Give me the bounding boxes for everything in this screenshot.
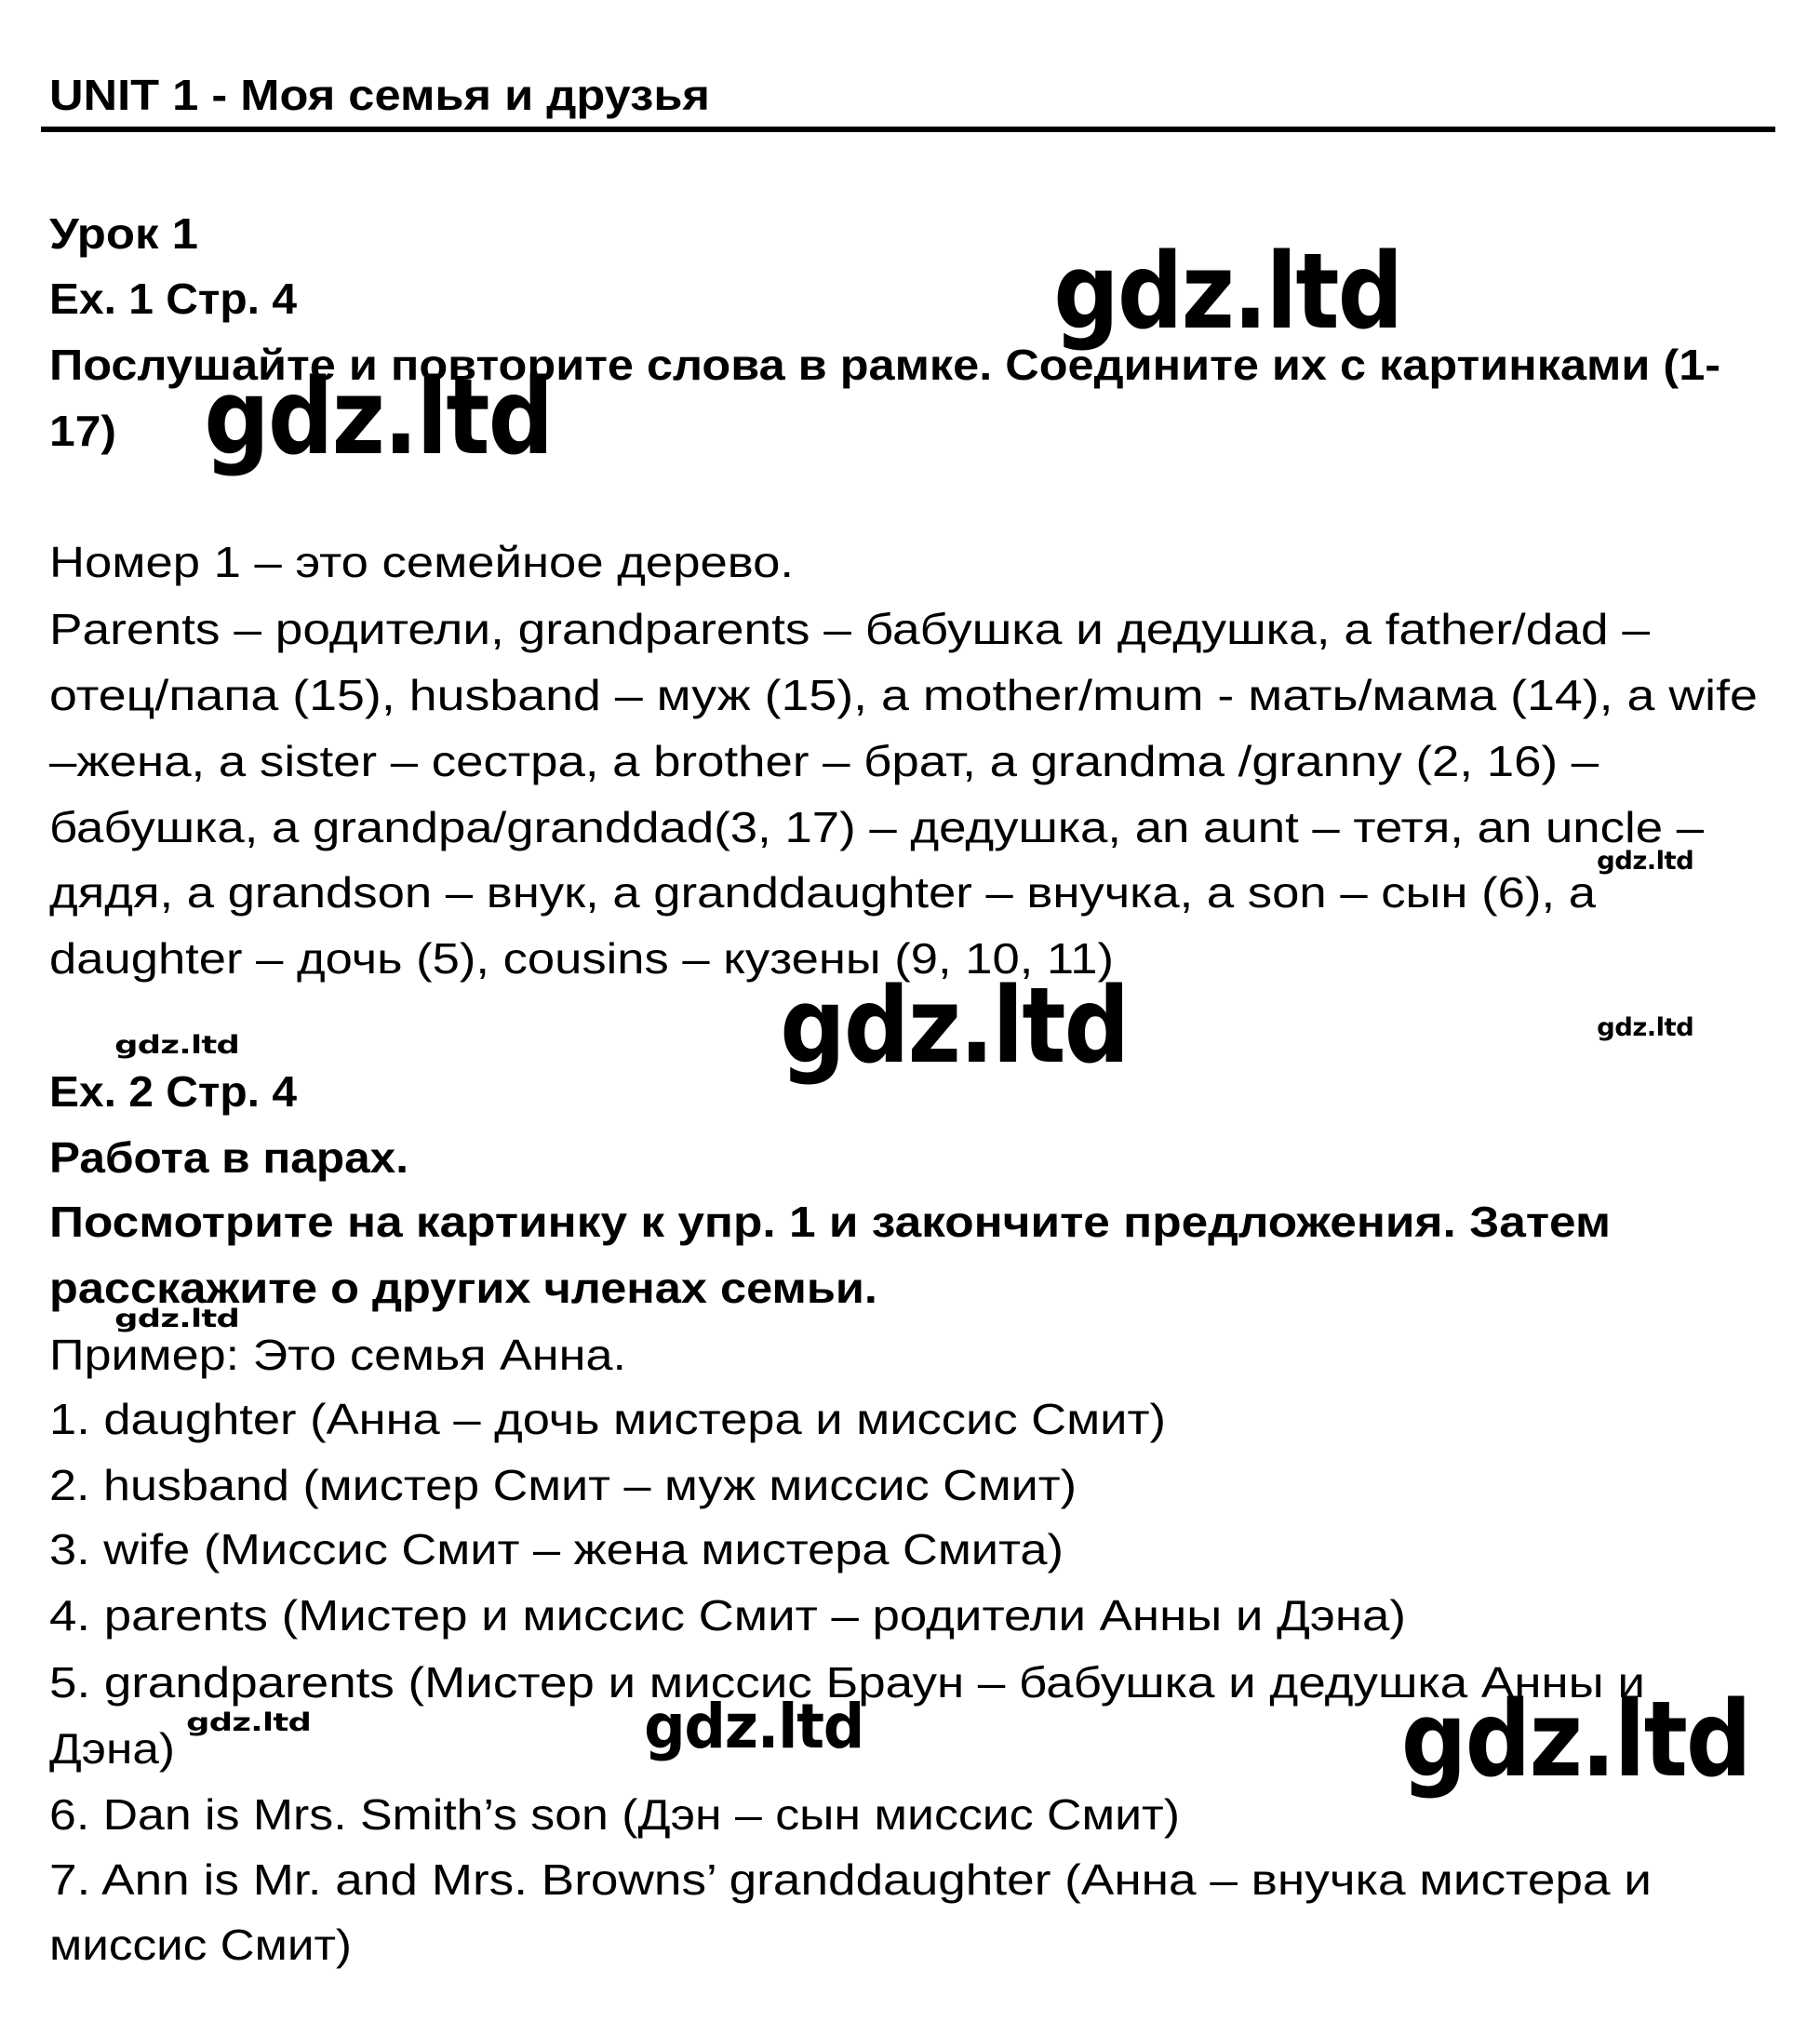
exercise-2-answer-line: Пример: Это семья Анна.	[49, 1331, 626, 1379]
title-divider	[41, 127, 1775, 132]
watermark-text: gdz.ltd	[780, 966, 1129, 1087]
watermark-text: gdz.ltd	[1053, 232, 1402, 353]
exercise-2-answer-line: 3. wife (Миссис Смит – жена мистера Смита)	[49, 1525, 1064, 1573]
watermark-text: gdz.ltd	[1400, 1680, 1750, 1801]
watermark-text: gdz.ltd	[1597, 1013, 1694, 1042]
exercise-1-instruction-line: Послушайте и повторите слова в рамке. Соедините их с картинками (1-	[49, 341, 1721, 389]
exercise-2-heading: Ex. 2 Стр. 4	[49, 1067, 298, 1116]
exercise-2-answer-line: 7. Ann is Mr. and Mrs. Browns’ granddaughter (Анна – внучка мистера и	[49, 1855, 1653, 1904]
exercise-1-answer-line: daughter – дочь (5), cousins – кузены (9, 10, 11)	[49, 934, 1115, 983]
exercise-2-instruction-line: Посмотрите на картинку к упр. 1 и закончите предложения. Затем	[49, 1198, 1611, 1246]
watermark-text: gdz.ltd	[1597, 847, 1694, 876]
watermark-text: gdz.ltd	[114, 1305, 240, 1333]
exercise-2-answer-line: Дэна)	[49, 1724, 176, 1773]
exercise-2-answer-line: 2. husband (мистер Смит – муж миссис Смит)	[49, 1461, 1077, 1509]
exercise-2-instruction-line: расскажите о других членах семьи.	[49, 1264, 877, 1312]
exercise-2-answer-line: миссис Смит)	[49, 1921, 352, 1969]
exercise-2-answer-line: 5. grandparents (Мистер и миссис Браун – бабушка и дедушка Анны и	[49, 1658, 1645, 1707]
exercise-1-answer-line: дядя, a grandson – внук, a granddaughter – внучка, a son – сын (6), a	[49, 868, 1597, 917]
exercise-2-answer-line: 4. parents (Мистер и миссис Смит – родители Анны и Дэна)	[49, 1591, 1406, 1640]
exercise-2-answer-line: 6. Dan is Mrs. Smith’s son (Дэн – сын миссис Смит)	[49, 1790, 1181, 1839]
watermark-text: gdz.ltd	[186, 1708, 312, 1737]
exercise-2-answer-line: 1. daughter (Анна – дочь мистера и миссис Смит)	[49, 1395, 1166, 1443]
watermark-text: gdz.ltd	[114, 1031, 240, 1060]
exercise-1-answer-line: отец/папа (15), husband – муж (15), a mother/mum - мать/мама (14), a wife	[49, 671, 1758, 719]
exercise-2-subheading: Работа в парах.	[49, 1133, 408, 1182]
exercise-1-answer-line: Номер 1 – это семейное дерево.	[49, 538, 795, 586]
exercise-1-answer-line: –жена, a sister – сестра, a brother – брат, a grandma /granny (2, 16) –	[49, 737, 1599, 785]
exercise-1-answer-line: Parents – родители, grandparents – бабушка и дедушка, a father/dad –	[49, 605, 1650, 653]
lesson-label: Урок 1	[49, 209, 198, 258]
watermark-text: gdz.ltd	[204, 357, 553, 478]
exercise-1-heading: Ex. 1 Стр. 4	[49, 274, 298, 323]
watermark-text: gdz.ltd	[644, 1691, 864, 1762]
exercise-1-instruction-line: 17)	[49, 407, 117, 455]
exercise-1-answer-line: бабушка, a grandpa/granddad(3, 17) – дедушка, an aunt – тетя, an uncle –	[49, 803, 1705, 851]
page-title: UNIT 1 - Моя семья и друзья	[49, 71, 710, 119]
